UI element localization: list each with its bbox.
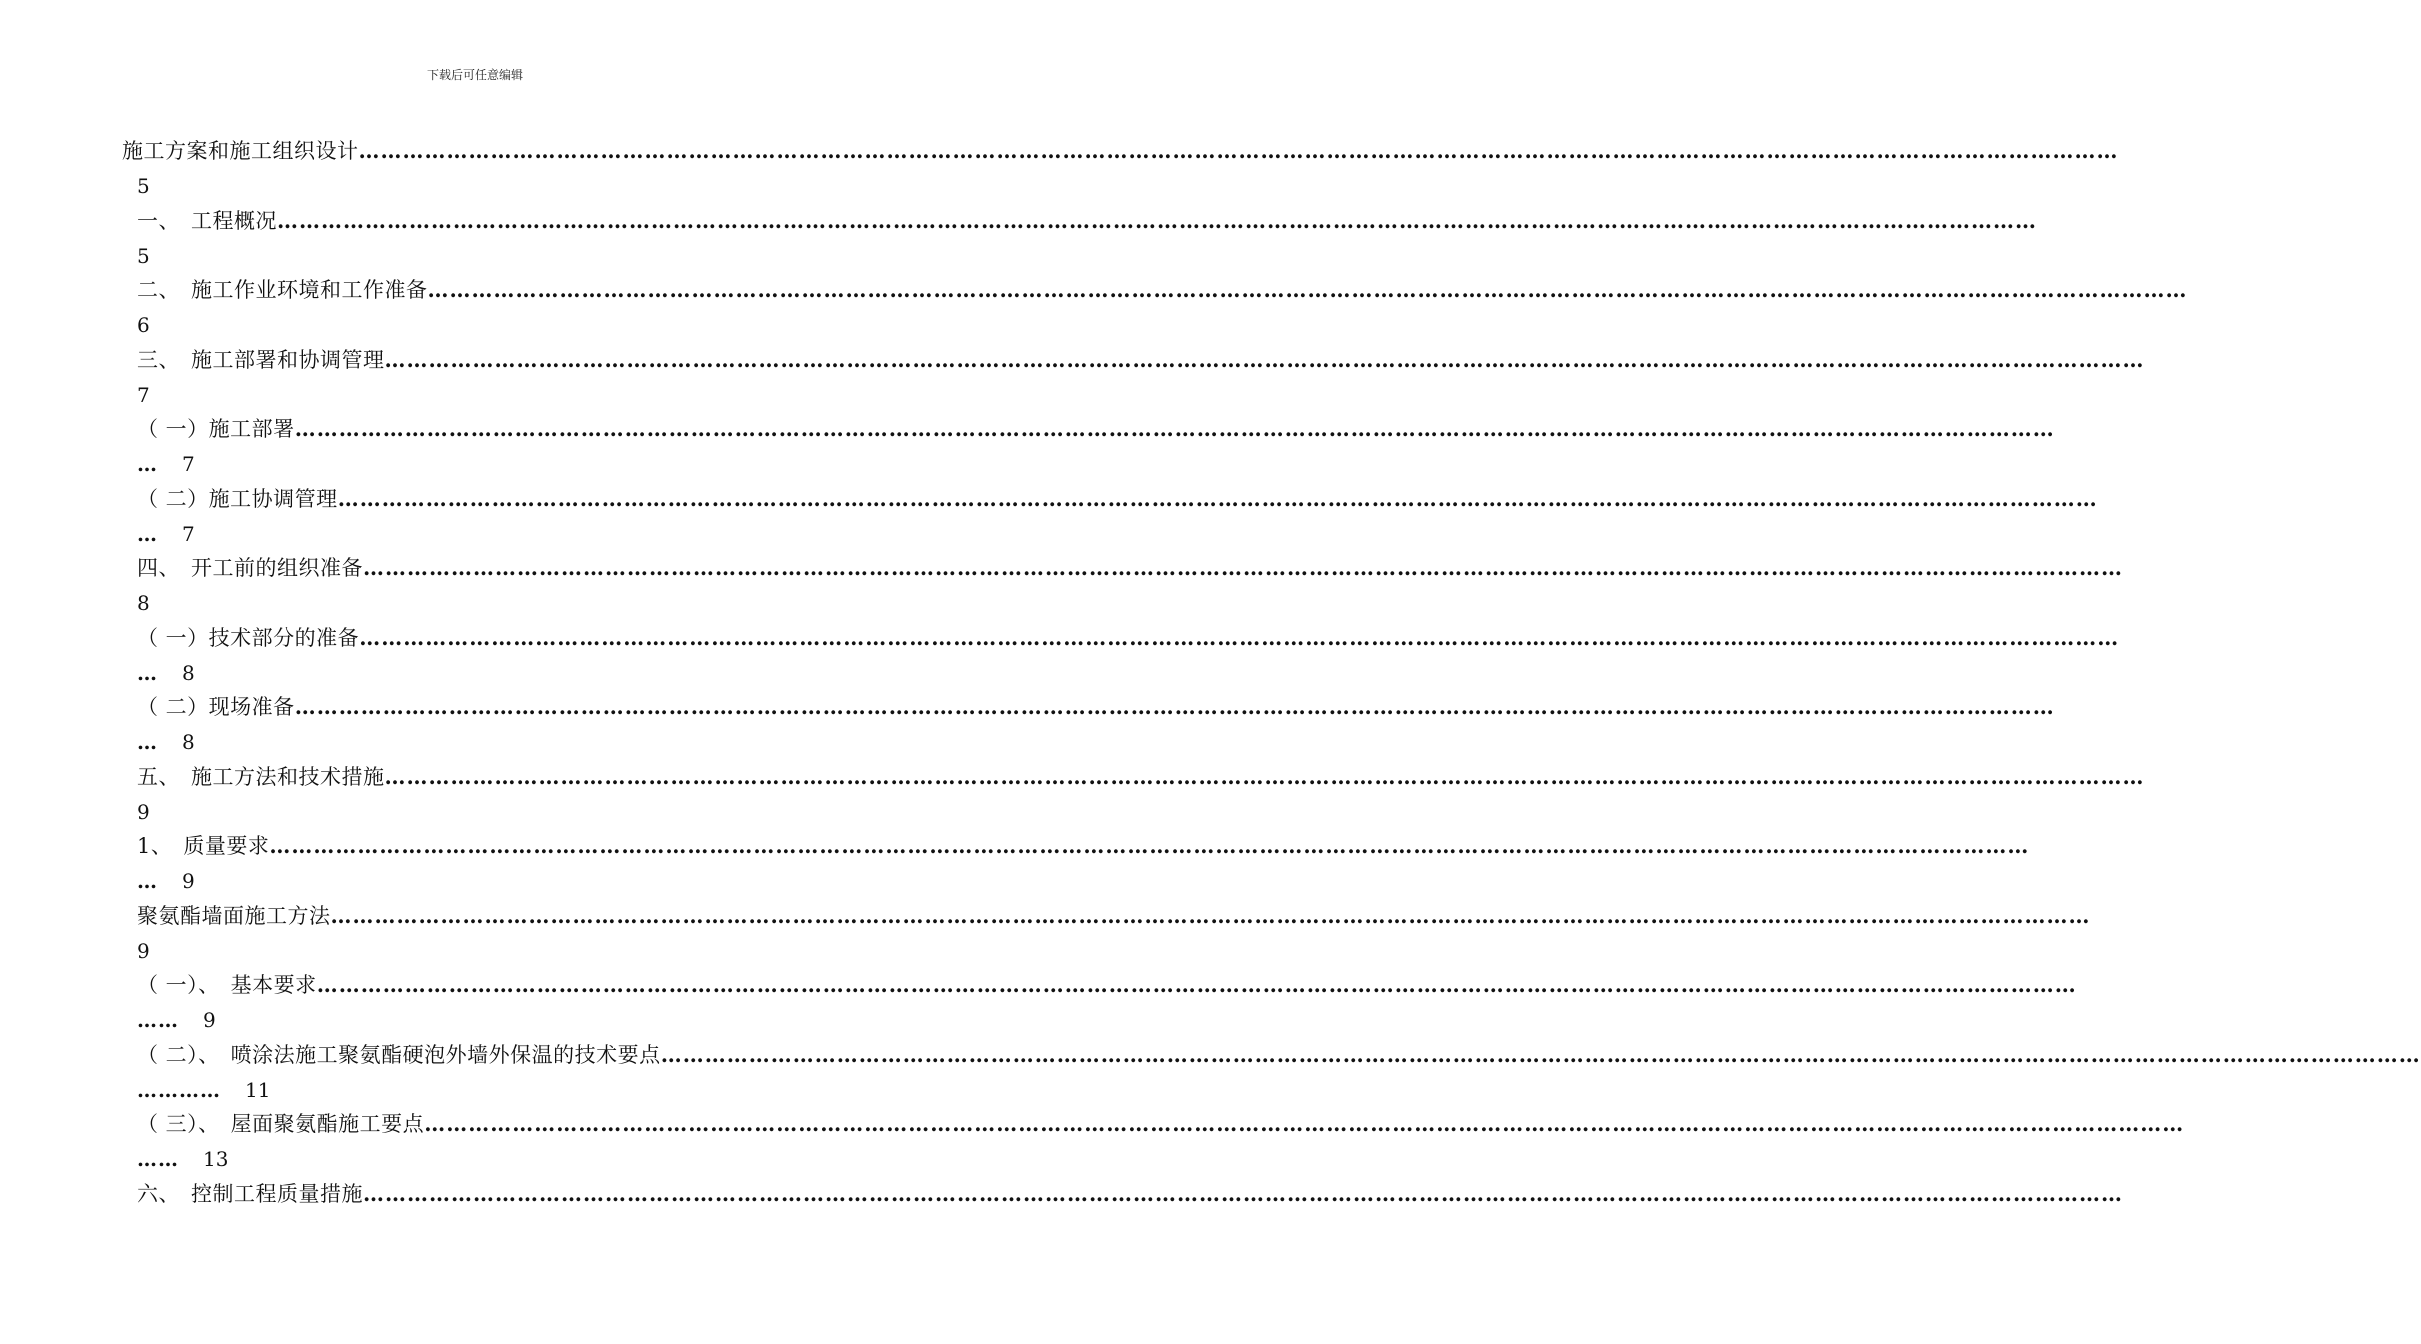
toc-page-line: [137, 378, 150, 412]
toc-leader-dots: ……………………………………………………………………………………………………………………………………………………………………………………………………………………: [363, 555, 2123, 580]
toc-leader-dots: ……………………………………………………………………………………………………………………………………………………………………………………………………………………: [363, 1181, 2123, 1206]
toc-page-line: [137, 308, 150, 342]
toc-leader-dots: ……………………………………………………………………………………………………………………………………………………………………………………………………………………: [359, 625, 2120, 650]
toc-entry-title: 1、 质量要求: [137, 834, 270, 858]
toc-page-number: 8: [182, 730, 195, 754]
toc-page-line: [137, 656, 195, 690]
toc-entry-title: 聚氨酯墙面施工方法: [137, 904, 331, 928]
toc-leader-dots: ……………………………………………………………………………………………………………………………………………………………………………………………………………………: [424, 1111, 2185, 1136]
toc-leader-dots: ……………………………………………………………………………………………………………………………………………………………………………………………………………………: [427, 277, 2188, 302]
toc-leader-dots: ……………………………………………………………………………………………………………………………………………………………………………………………………………………: [316, 972, 2077, 997]
toc-leader-continuation: ……: [137, 1147, 179, 1171]
toc-page-line: [137, 1073, 270, 1107]
toc-leader-continuation: …: [137, 452, 158, 476]
toc-entry[interactable]: [137, 551, 2123, 585]
toc-entry[interactable]: [137, 1038, 2421, 1072]
toc-leader-dots: ……………………………………………………………………………………………………………………………………………………………………………………………………………………: [337, 486, 2098, 511]
toc-entry-title: 五、 施工方法和技术措施: [137, 765, 385, 789]
toc-leader-dots: ……………………………………………………………………………………………………………………………………………………………………………………………………………………: [269, 833, 2030, 858]
toc-page-number: 5: [137, 174, 150, 198]
toc-page-line: [137, 1003, 216, 1037]
toc-entry[interactable]: [137, 829, 2030, 863]
toc-page-number: 8: [182, 661, 195, 685]
toc-leader-dots: ……………………………………………………………………………………………………………………………………………………………………………………………………………………: [384, 347, 2145, 372]
toc-leader-dots: ……………………………………………………………………………………………………………………………………………………………………………………………………………………: [660, 1042, 2421, 1067]
toc-page-line: [137, 517, 195, 551]
toc-entry[interactable]: [137, 1177, 2123, 1211]
toc-leader-continuation: …: [137, 730, 158, 754]
toc-entry[interactable]: [137, 690, 2055, 724]
toc-entry[interactable]: [137, 621, 2120, 655]
toc-entry-title: （ 二）、 喷涂法施工聚氨酯硬泡外墙外保温的技术要点: [137, 1043, 661, 1067]
toc-leader-dots: ……………………………………………………………………………………………………………………………………………………………………………………………………………………: [277, 208, 2037, 233]
toc-page-line: [137, 239, 150, 273]
toc-entry[interactable]: [122, 134, 2119, 168]
toc-page-number: 6: [137, 313, 150, 337]
toc-leader-dots: ……………………………………………………………………………………………………………………………………………………………………………………………………………………: [330, 903, 2091, 928]
toc-entry-title: 施工方案和施工组织设计: [122, 139, 359, 163]
toc-page-number: 11: [245, 1078, 271, 1102]
page-header: 下载后可任意编辑: [426, 68, 523, 82]
toc-entry-title: 四、 开工前的组织准备: [137, 556, 363, 580]
toc-entry-title: 六、 控制工程质量措施: [137, 1182, 363, 1206]
toc-entry-title: 三、 施工部署和协调管理: [137, 348, 385, 372]
toc-leader-continuation: ……: [137, 1008, 179, 1032]
toc-page-number: 9: [137, 800, 150, 824]
toc-page-line: [137, 795, 150, 829]
toc-leader-dots: ……………………………………………………………………………………………………………………………………………………………………………………………………………………: [384, 764, 2145, 789]
toc-page-number: 7: [182, 522, 195, 546]
toc-page-number: 9: [182, 869, 195, 893]
toc-leader-continuation: …: [137, 869, 158, 893]
toc-leader-dots: ……………………………………………………………………………………………………………………………………………………………………………………………………………………: [358, 138, 2119, 163]
toc-entry[interactable]: [137, 899, 2091, 933]
toc-leader-continuation: …: [137, 522, 158, 546]
toc-entry-title: 二、 施工作业环境和工作准备: [137, 278, 428, 302]
toc-page-line: [137, 586, 150, 620]
toc-page-line: [137, 725, 195, 759]
toc-leader-continuation: …………: [137, 1078, 221, 1102]
toc-leader-dots: ……………………………………………………………………………………………………………………………………………………………………………………………………………………: [294, 416, 2055, 441]
toc-entry-title: （ 一）、 基本要求: [137, 973, 317, 997]
toc-page-line: [137, 447, 195, 481]
toc-page-number: 7: [182, 452, 195, 476]
toc-leader-dots: ……………………………………………………………………………………………………………………………………………………………………………………………………………………: [294, 694, 2055, 719]
toc-page-number: 13: [203, 1147, 229, 1171]
toc-entry-title: （ 三）、 屋面聚氨酯施工要点: [137, 1112, 425, 1136]
toc-entry-title: （ 一）技术部分的准备: [137, 626, 360, 650]
toc-page-number: 8: [137, 591, 150, 615]
toc-page-line: [137, 864, 195, 898]
toc-entry-title: （ 二）现场准备: [137, 695, 295, 719]
toc-entry-title: 一、 工程概况: [137, 209, 277, 233]
toc-entry[interactable]: [137, 412, 2055, 446]
toc-page-number: 7: [137, 383, 150, 407]
toc-page-line: [137, 1142, 228, 1176]
toc-entry[interactable]: [137, 273, 2188, 307]
toc-entry[interactable]: [137, 760, 2145, 794]
toc-page-number: 5: [137, 244, 150, 268]
toc-entry[interactable]: [137, 1107, 2185, 1141]
toc-entry[interactable]: [137, 343, 2145, 377]
toc-entry[interactable]: [137, 968, 2077, 1002]
toc-entry-title: （ 二）施工协调管理: [137, 487, 338, 511]
toc-page-line: [137, 169, 150, 203]
toc-page-number: 9: [203, 1008, 216, 1032]
toc-page-number: 9: [137, 939, 150, 963]
toc-leader-continuation: …: [137, 661, 158, 685]
toc-page-line: [137, 934, 150, 968]
toc-entry[interactable]: [137, 204, 2037, 238]
toc-entry-title: （ 一）施工部署: [137, 417, 295, 441]
toc-entry[interactable]: [137, 482, 2098, 516]
